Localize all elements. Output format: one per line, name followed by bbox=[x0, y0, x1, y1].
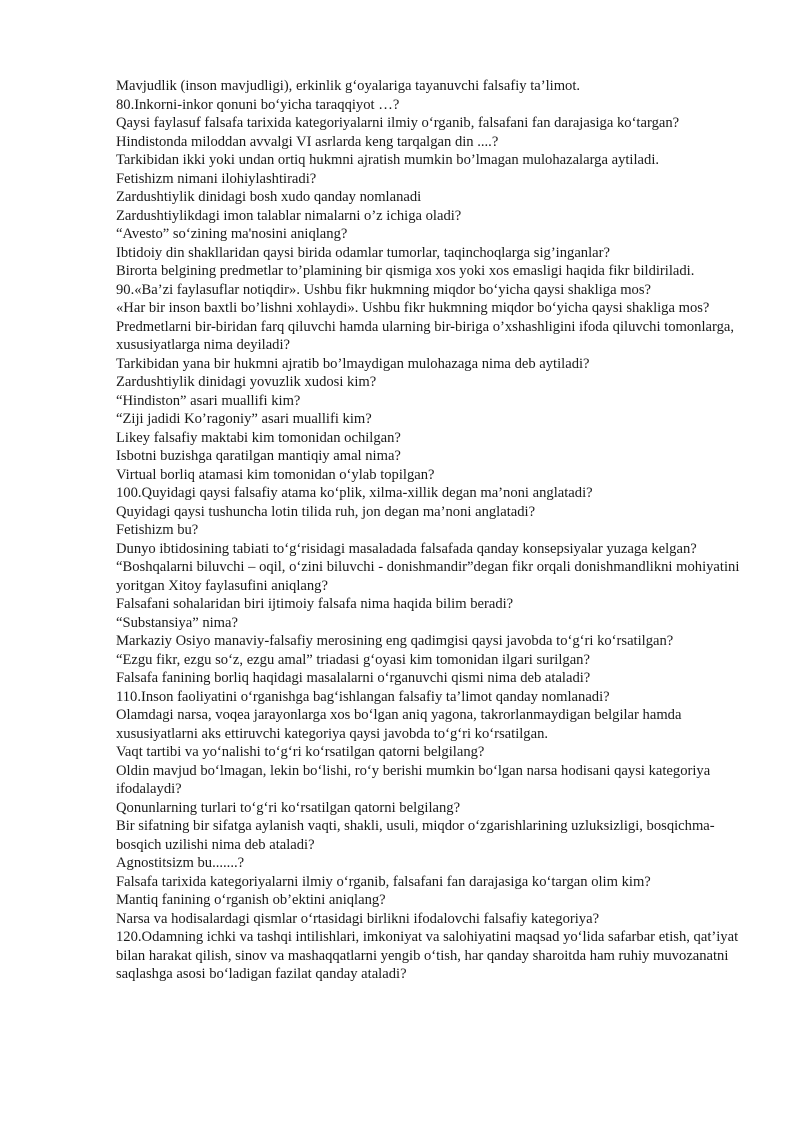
text-line: 110.Inson faoliyatini o‘rganishga bag‘ishlangan falsafiy ta’limot qanday nomlanadi? bbox=[116, 688, 610, 705]
text-line: Narsa va hodisalardagi qismlar o‘rtasidagi birlikni ifodalovchi falsafiy kategoriya? bbox=[116, 910, 600, 927]
text-line: Tarkibidan ikki yoki undan ortiq hukmni ajratish mumkin bo’lmagan mulohazalarga aytiladi. bbox=[116, 152, 660, 168]
text-line: Isbotni buzishga qaratilgan mantiqiy amal nima? bbox=[116, 448, 401, 464]
text-line: Olamdagi narsa, voqea jarayonlarga xos bo‘lgan aniq yagona, takrorlanmaydigan belgilar hamda xususiyatlarni aks ettiruvchi kategoriya qaysi javobda to‘g‘ri ko‘rsatilgan. bbox=[116, 707, 682, 742]
text-line: “Avesto” so‘zining ma'nosini aniqlang? bbox=[116, 226, 348, 242]
text-line: Vaqt tartibi va yo‘nalishi to‘g‘ri ko‘rsatilgan qatorni belgilang? bbox=[116, 744, 485, 760]
text-line: Markaziy Osiyo manaviy-falsafiy merosining eng qadimgisi qaysi javobda to‘g‘ri ko‘rsatilgan? bbox=[116, 633, 674, 649]
text-line: Bir sifatning bir sifatga aylanish vaqti, shakli, usuli, miqdor o‘zgarishlarining uzluksizligi, bosqichma-bosqich uzilishi nima deb ataladi? bbox=[116, 818, 715, 853]
text-line: 120.Odamning ichki va tashqi intilishlari, imkoniyat va salohiyatini maqsad yo‘lida safarbar etish, qat’iyat bilan harakat qilish, sinov va mashaqqatlarni yengib o‘tish, har qanday sharoitda ham ruhiy muvozanatni saqlashga asosi bo‘ladigan fazilat qanday ataladi? bbox=[116, 929, 739, 982]
text-line: Qonunlarning turlari to‘g‘ri ko‘rsatilgan qatorni belgilang? bbox=[116, 799, 461, 816]
text-line: Virtual borliq atamasi kim tomonidan o‘ylab topilgan? bbox=[116, 466, 435, 483]
text-line: “Ezgu fikr, ezgu so‘z, ezgu amal” triadasi g‘oyasi kim tomonidan ilgari surilgan? bbox=[116, 651, 590, 668]
text-line: «Har bir inson baxtli bo’lishni xohlaydi». Ushbu fikr hukmning miqdor bo‘yicha qaysi shakliga mos? bbox=[116, 300, 710, 316]
text-line: Oldin mavjud bo‘lmagan, lekin bo‘lishi, ro‘y berishi mumkin bo‘lgan narsa hodisani qaysi kategoriya ifodalaydi? bbox=[116, 762, 711, 797]
text-line: Mavjudlik (inson mavjudligi), erkinlik g‘oyalariga tayanuvchi falsafiy ta’limot. bbox=[116, 78, 581, 94]
text-line: Falsafa fanining borliq haqidagi masalalarni o‘rganuvchi qismi nima deb ataladi? bbox=[116, 670, 591, 686]
text-line: Zardushtiylik dinidagi bosh xudo qanday nomlanadi bbox=[116, 189, 422, 205]
text-line: Hindistonda miloddan avvalgi VI asrlarda keng tarqalgan din ....? bbox=[116, 133, 499, 150]
text-line: 90.«Ba’zi faylasuflar notiqdir». Ushbu fikr hukmning miqdor bo‘yicha qaysi shakliga mos? bbox=[116, 281, 652, 298]
text-line: Fetishizm bu? bbox=[116, 522, 199, 538]
text-line: Predmetlarni bir-biridan farq qiluvchi hamda ularning bir-biriga o’xshashligini ifoda qiluvchi tomonlarga, xususiyatlarga nima deyiladi? bbox=[116, 318, 735, 353]
text-line: “Substansiya” nima? bbox=[116, 614, 238, 631]
text-line: Qaysi faylasuf falsafa tarixida kategoriyalarni ilmiy o‘rganib, falsafani fan darajasiga ko‘targan? bbox=[116, 115, 680, 131]
text-line: “Boshqalarni biluvchi – oqil, o‘zini biluvchi - donishmandir”degan fikr orqali donishmandlikni mohiyatini yoritgan Xitoy faylasufini aniqlang? bbox=[116, 559, 740, 594]
text-line: Tarkibidan yana bir hukmni ajratib bo’lmaydigan mulohazaga nima deb aytiladi? bbox=[116, 355, 590, 372]
text-line: Likey falsafiy maktabi kim tomonidan ochilgan? bbox=[116, 429, 401, 446]
text-line: Zardushtiylik dinidagi yovuzlik xudosi kim? bbox=[116, 374, 377, 390]
text-line: Agnostitsizm bu.......? bbox=[116, 855, 245, 871]
text-line: 80.Inkorni-inkor qonuni bo‘yicha taraqqiyot …? bbox=[116, 96, 400, 113]
text-line: Birorta belgining predmetlar to’plamining bir qismiga xos yoki xos emasligi haqida fikr bildiriladi. bbox=[116, 263, 695, 279]
text-line: Falsafa tarixida kategoriyalarni ilmiy o‘rganib, falsafani fan darajasiga ko‘targan olim kim? bbox=[116, 873, 651, 890]
text-line: Quyidagi qaysi tushuncha lotin tilida ruh, jon degan ma’noni anglatadi? bbox=[116, 503, 536, 520]
text-line: Zardushtiylikdagi imon talablar nimalarni o’z ichiga oladi? bbox=[116, 207, 462, 224]
text-line: 100.Quyidagi qaysi falsafiy atama ko‘plik, xilma-xillik degan ma’noni anglatadi? bbox=[116, 485, 593, 501]
text-line: Mantiq fanining o‘rganish ob’ektini aniqlang? bbox=[116, 892, 386, 908]
text-line: “Ziji jadidi Ko’ragoniy” asari muallifi kim? bbox=[116, 411, 372, 427]
text-line: Dunyo ibtidosining tabiati to‘g‘risidagi masaladada falsafada qanday konsepsiyalar yuzaga kelgan? bbox=[116, 540, 697, 557]
text-line: “Hindiston” asari muallifi kim? bbox=[116, 392, 301, 409]
text-line: Falsafani sohalaridan biri ijtimoiy falsafa nima haqida bilim beradi? bbox=[116, 596, 514, 612]
document-page bbox=[116, 77, 746, 984]
text-line: Ibtidoiy din shakllaridan qaysi birida odamlar tumorlar, taqinchoqlarga sig’inganlar? bbox=[116, 244, 610, 261]
text-line: Fetishizm nimani ilohiylashtiradi? bbox=[116, 170, 317, 187]
